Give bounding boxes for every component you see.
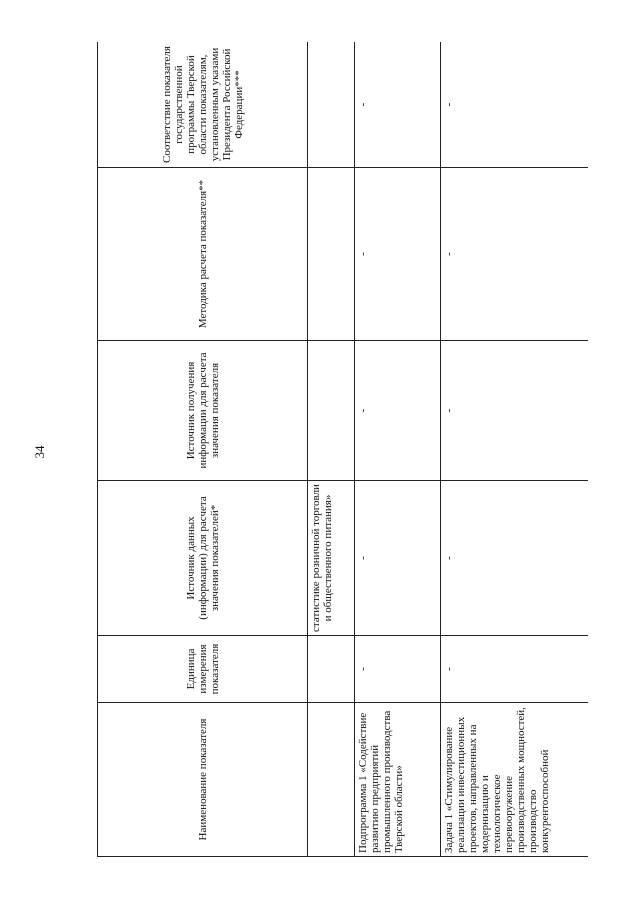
cell: -	[441, 42, 589, 168]
header-row	[98, 42, 308, 857]
cell: -	[355, 636, 441, 703]
cell: статистике розничной торговли и общественного питания»	[308, 481, 355, 636]
header-method: Методика расчета показателя**	[98, 168, 308, 341]
header-unit: Единица измерения показателя	[98, 636, 308, 703]
cell	[308, 42, 355, 168]
cell: -	[441, 341, 589, 481]
cell: Задача 1 «Стимулирование реализации инвестиционных проектов, направленных на модернизацию и технологическое перевооружение производственных мощностей, производство конкурентоспособной	[441, 703, 589, 857]
cell: -	[355, 168, 441, 341]
table-row	[355, 42, 441, 857]
cell: -	[355, 42, 441, 168]
cell	[308, 703, 355, 857]
cell: -	[355, 341, 441, 481]
header-data-source: Источник данных (информации) для расчета значения показателей*	[98, 481, 308, 636]
table-row	[441, 42, 589, 857]
cell	[308, 636, 355, 703]
table-wrapper	[97, 42, 588, 857]
rotated-table-frame	[97, 42, 588, 857]
cell: -	[355, 481, 441, 636]
cell	[308, 341, 355, 481]
cell: -	[441, 481, 589, 636]
header-compliance: Соответствие показателя государственной программы Тверской области показателям, установленным указами Президента Российской Федерации***	[98, 42, 308, 168]
table-row	[308, 42, 355, 857]
header-name: Наименование показателя	[98, 703, 308, 857]
page-number: 34	[32, 445, 47, 459]
cell: -	[441, 168, 589, 341]
cell: -	[441, 636, 589, 703]
cell: Подпрограмма 1 «Содействие развитию предприятий промышленного производства Тверской области»	[355, 703, 441, 857]
cell	[308, 168, 355, 341]
indicators-table	[97, 42, 588, 857]
header-info-source: Источник получения информации для расчета значения показателя	[98, 341, 308, 481]
